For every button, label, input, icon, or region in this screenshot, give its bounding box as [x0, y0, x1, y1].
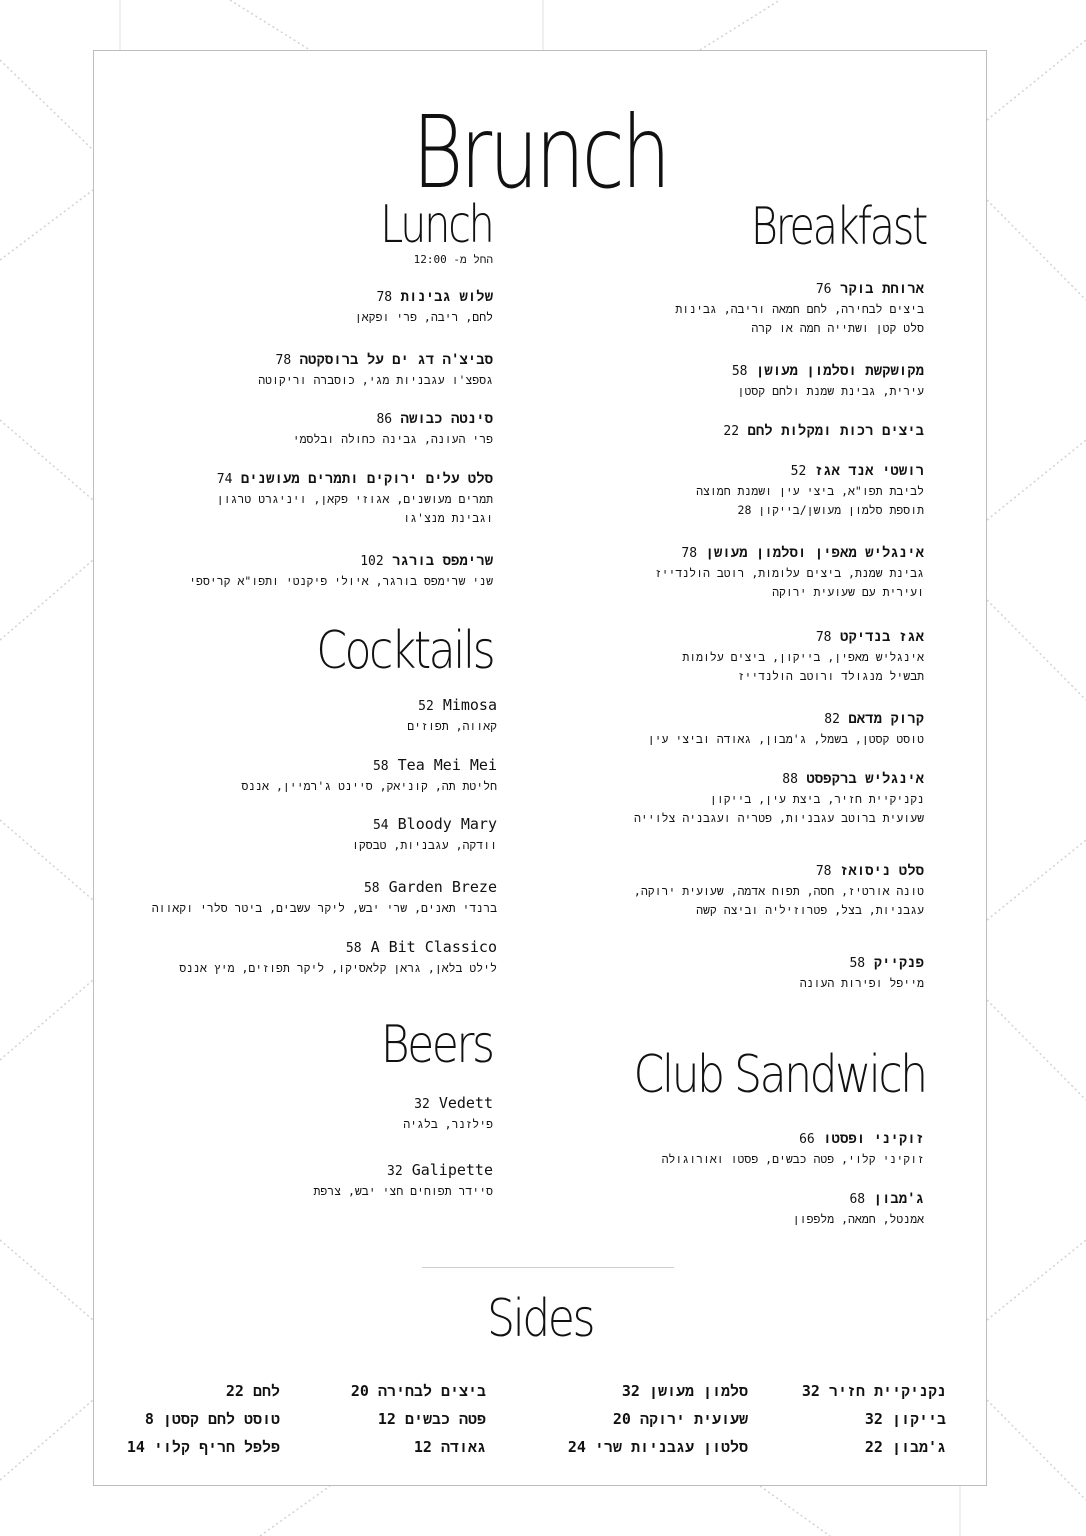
sides-heading: Sides: [487, 1289, 593, 1349]
item-price: 58: [731, 364, 748, 379]
lunch-menu-item: [293, 409, 493, 449]
item-description: [634, 790, 924, 828]
item-price: 78: [275, 353, 292, 368]
item-price: 32: [387, 1164, 403, 1179]
item-description: [793, 1210, 924, 1229]
item-description: [407, 717, 497, 736]
item-description: [241, 777, 497, 796]
item-name: פנקייק: [873, 955, 924, 971]
description-line: שני שרימפס בורגר, איולי פיקנטי ותפו"א קריספי: [189, 574, 493, 588]
description-line: זוקיני קלוי, פטה כבשים, פסטו ואורוגולה: [661, 1152, 924, 1166]
description-line: חליטת תה, קוניאק, סיינט ג'רמיין, אננס: [241, 779, 497, 793]
item-name: Bloody Mary: [397, 815, 497, 833]
item-price: 58: [372, 759, 389, 774]
sides-column: [351, 1377, 486, 1461]
side-item: לחם 22: [225, 1382, 280, 1400]
item-price: 102: [360, 554, 384, 569]
item-price: 78: [376, 290, 393, 305]
item-price: 88: [782, 772, 798, 787]
description-line: לביבת תפו"א, ביצי עין ושמנת חמוצה: [696, 484, 924, 498]
description-line: ברנדי תאנים, שרי יבש, ליקר עשבים, ביטר סלרי וקאווה: [151, 901, 497, 915]
description-line: טוסט קסטן, בשמל, ג'מבון, גאודה וביצי עין: [647, 732, 924, 746]
description-line: תבשיל מנגולד ורוטב הולנדייז: [737, 669, 924, 683]
lunch-heading: Lunch: [380, 195, 493, 255]
item-description: [732, 382, 924, 401]
item-price: 82: [824, 712, 840, 727]
item-price: 52: [790, 464, 807, 479]
item-name: ארוחת בוקר: [839, 281, 924, 297]
club-sandwich-heading: Club Sandwich: [633, 1045, 926, 1105]
breakfast-menu-item: [696, 461, 924, 520]
description-line: אינגליש מאפין, בייקון, ביצים עלומות: [682, 650, 924, 664]
item-description: [655, 564, 924, 602]
item-price: 78: [815, 630, 832, 645]
item-description: [258, 371, 493, 390]
item-description: [675, 300, 924, 338]
lunch-menu-item: [189, 551, 493, 591]
item-description: [648, 730, 924, 749]
lunch-menu-item: [355, 287, 493, 327]
item-name: A Bit Classico: [370, 938, 497, 956]
description-line: תוספת סלמון מעושן/בייקון 28: [737, 503, 924, 517]
club-menu-item: [793, 1189, 924, 1229]
breakfast-menu-item: [732, 361, 924, 401]
item-price: 58: [363, 881, 380, 896]
description-line: טונה אורטיז, חסה, תפוח אדמה, שעועית ירוקה,: [633, 884, 924, 898]
item-description: [217, 490, 493, 528]
side-item: טוסט לחם קסטן 8: [144, 1410, 280, 1428]
item-name: סלט ניסואז: [839, 863, 924, 879]
item-description: [696, 482, 924, 520]
side-item: סלמון מעושן 32: [621, 1382, 748, 1400]
side-item: גאודה 12: [413, 1438, 486, 1456]
item-name: Galipette: [411, 1161, 493, 1179]
item-name: Vedett: [438, 1094, 493, 1112]
beers-heading: Beers: [381, 1015, 493, 1075]
cocktails-heading: Cocktails: [316, 621, 493, 681]
item-name: שלוש גבינות: [400, 289, 493, 305]
description-line: שעועית ברוטב עגבניות, פטריה ועגבניה צלוייה: [634, 811, 924, 825]
description-line: עירית, גבינת שמנת ולחם קסטן: [737, 384, 924, 398]
breakfast-menu-item: [675, 279, 924, 338]
item-name: סינטה כבושה: [400, 411, 493, 427]
item-price: 32: [414, 1097, 430, 1112]
item-description: [352, 836, 497, 855]
breakfast-menu-item: [634, 861, 924, 920]
description-line: לחם, ריבה, פרי ופקאן: [354, 310, 493, 324]
side-item: פלפל חריף קלוי 14: [126, 1438, 280, 1456]
breakfast-menu-item: [655, 543, 924, 602]
menu-card: [93, 50, 987, 1486]
side-item: ג'מבון 22: [864, 1438, 946, 1456]
description-line: תמרים מעושנים, אגוזי פקאן, ויניגרט טרגון: [216, 492, 493, 506]
item-name: אגז בנדיקט: [839, 629, 924, 645]
description-line: מייפל ופירות העונה: [799, 976, 924, 990]
side-item: בייקון 32: [864, 1410, 946, 1428]
item-description: [355, 308, 493, 327]
item-name: זוקיני ופסטו: [823, 1131, 924, 1147]
item-price: 78: [815, 864, 832, 879]
item-description: [800, 974, 924, 993]
description-line: פילזנר, בלגיה: [403, 1117, 493, 1131]
item-name: סביצ'ה דג ים על ברוסקטה: [299, 352, 493, 368]
description-line: סיידר תפוחים חצי יבש, צרפת: [313, 1184, 493, 1198]
item-price: 58: [849, 956, 866, 971]
item-price: 54: [372, 818, 389, 833]
beers-menu-item: [403, 1093, 493, 1134]
item-price: 22: [723, 424, 740, 439]
item-price: 68: [849, 1192, 866, 1207]
item-description: [682, 648, 924, 686]
item-description: [634, 882, 924, 920]
lunch-menu-item: [258, 350, 493, 390]
club-menu-item: [662, 1129, 924, 1169]
item-name: שרימפס בורגר: [392, 553, 493, 569]
description-line: ביצים לבחירה, לחם חמאה וריבה, גבינות: [675, 302, 924, 316]
item-price: 76: [815, 282, 832, 297]
item-description: [313, 1182, 493, 1201]
description-line: קאווה, תפוזים: [407, 719, 497, 733]
description-line: וודקה, עגבניות, טבסקו: [351, 838, 497, 852]
description-line: ועירית עם שעועית ירוקה: [772, 585, 924, 599]
item-name: ג'מבון: [873, 1191, 924, 1207]
item-name: קרוק מדאם: [848, 711, 924, 727]
side-item: שעועית ירוקה 20: [612, 1410, 748, 1428]
description-line: גספצ'ו עגבניות מגי, כוסברה וריקוטה: [258, 373, 493, 387]
cocktails-menu-item: [152, 877, 497, 918]
item-name: אינגליש ברקפסט: [806, 771, 924, 787]
description-line: סלט קטן ושתייה חמה או קרה: [751, 321, 924, 335]
item-description: [293, 430, 493, 449]
item-name: Garden Breze: [388, 878, 497, 896]
item-price: 78: [681, 546, 698, 561]
side-item: נקניקיית חזיר 32: [801, 1382, 946, 1400]
item-name: רושטי אנד אגז: [814, 463, 924, 479]
breakfast-menu-item: [634, 769, 924, 828]
menu-title: Brunch: [412, 94, 668, 211]
item-name: מקושקשת וסלמון מעושן: [755, 363, 924, 379]
item-description: [179, 959, 497, 978]
lunch-menu-item: [217, 469, 493, 528]
beers-menu-item: [313, 1160, 493, 1201]
cocktails-menu-item: [352, 814, 497, 855]
sides-column: [802, 1377, 946, 1461]
item-description: [152, 899, 497, 918]
breakfast-menu-item: [723, 421, 924, 442]
item-price: 74: [216, 472, 233, 487]
item-description: [189, 572, 493, 591]
description-line: גבינת שמנת, ביצים עלומות, רוטב הולנדייז: [654, 566, 924, 580]
item-name: סלט עלים ירוקים ותמרים מעושנים: [240, 471, 493, 487]
item-name: Mimosa: [442, 696, 497, 714]
side-item: ביצים לבחירה 20: [350, 1382, 486, 1400]
item-price: 52: [418, 699, 434, 714]
item-price: 58: [345, 941, 362, 956]
description-line: פרי העונה, גבינה כחולה ובלסמי: [292, 432, 493, 446]
item-name: אינגליש מאפין וסלמון מעושן: [705, 545, 924, 561]
description-line: וגבינת מנצ'גו: [403, 511, 493, 525]
description-line: עגבניות, בצל, פטרוזיליה וביצה קשה: [696, 903, 924, 917]
description-line: נקניקיית חזיר, ביצת עין, בייקון: [709, 792, 924, 806]
lunch-start-time: החל מ- 12:00: [413, 253, 493, 266]
breakfast-menu-item: [800, 953, 924, 993]
item-price: 66: [799, 1132, 815, 1147]
divider: [422, 1267, 674, 1268]
description-line: לילט בלאן, גראן קלאסיקו, ליקר תפוזים, מיץ אננס: [179, 961, 497, 975]
side-item: פטה כבשים 12: [377, 1410, 486, 1428]
breakfast-menu-item: [682, 627, 924, 686]
cocktails-menu-item: [241, 755, 497, 796]
item-description: [403, 1115, 493, 1134]
item-name: ביצים רכות ומקלות לחם: [747, 423, 924, 439]
item-name: Tea Mei Mei: [397, 756, 497, 774]
item-description: [662, 1150, 924, 1169]
item-price: 86: [376, 412, 393, 427]
breakfast-menu-item: [648, 709, 924, 749]
breakfast-heading: Breakfast: [750, 197, 926, 257]
sides-column: [127, 1377, 280, 1461]
description-line: אמנטל, חמאה, מלפפון: [792, 1212, 924, 1226]
sides-column: [568, 1377, 748, 1461]
side-item: סלטון עגבניות שרי 24: [567, 1438, 748, 1456]
cocktails-menu-item: [179, 937, 497, 978]
cocktails-menu-item: [407, 695, 497, 736]
